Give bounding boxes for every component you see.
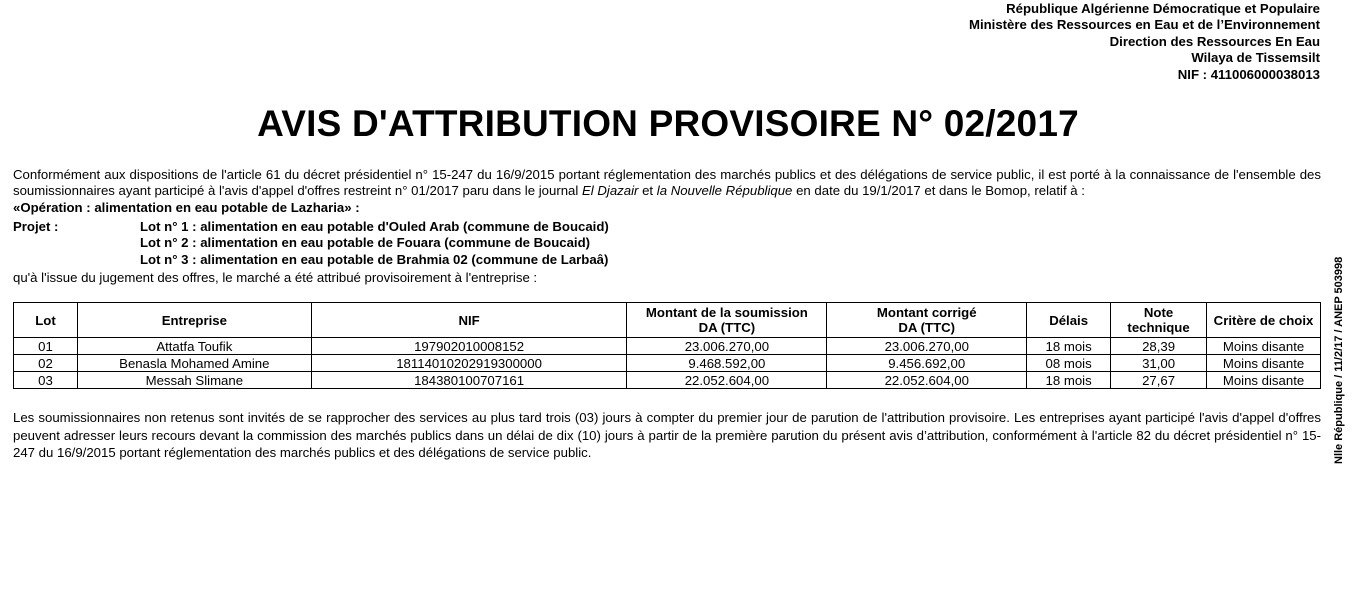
journal-name-2: la Nouvelle République <box>656 183 793 199</box>
projet-label-spacer <box>13 252 140 268</box>
col-header-note-line1: Note <box>1143 305 1174 320</box>
conclusion-text: qu'à l'issue du jugement des offres, le marché a été attribué provisoirement à l'entreprise : <box>13 270 538 285</box>
publication-reference: Nlle République / 11/2/17 / ANEP 503998 <box>1333 256 1345 464</box>
table-row <box>14 372 1321 389</box>
header-line-wilaya: Wilaya de Tissemsilt <box>1191 50 1320 66</box>
cell-entreprise: Benasla Mohamed Amine <box>77 355 311 372</box>
cell-montant: 23.006.270,00 <box>627 338 827 355</box>
intro-text-3: en date du 19/1/2017 et dans le Bomop, relatif à : <box>792 183 1085 199</box>
col-header-note <box>1111 303 1207 338</box>
table-row <box>14 338 1321 355</box>
cell-lot: 03 <box>14 372 78 389</box>
table-row <box>14 355 1321 372</box>
col-header-montant-line1: Montant de la soumission <box>645 305 808 320</box>
cell-corrige: 23.006.270,00 <box>827 338 1027 355</box>
cell-nif: 18114010202919300000 <box>311 355 627 372</box>
table-header-row <box>14 303 1321 338</box>
cell-corrige: 9.456.692,00 <box>827 355 1027 372</box>
intro-text-1: Conformément aux dispositions de l'article 61 du décret présidentiel n° 15-247 du 16/9/2015 portant réglementation des marchés publics et des délégations de service public, il est porté à la connaissance de l'ensemble des soumissionnaires ayant participé à l'avis d'appel d'offres restreint n° 01/2017 paru dans le journal <box>13 167 1321 199</box>
header-line-ministry: Ministère des Ressources en Eau et de l’Environnement <box>968 17 1320 33</box>
cell-critere: Moins disante <box>1207 338 1321 355</box>
journal-name-1: El Djazair <box>582 183 639 199</box>
lot-description: Lot n° 3 : alimentation en eau potable de Brahmia 02 (commune de Larbaâ) <box>140 251 609 267</box>
cell-note: 28,39 <box>1111 338 1207 355</box>
cell-delais: 18 mois <box>1027 338 1111 355</box>
header-line-nif: NIF : 411006000038013 <box>1177 66 1320 82</box>
projet-block <box>13 219 913 268</box>
lot-description: Lot n° 1 : alimentation en eau potable d'Ouled Arab (commune de Boucaid) <box>140 219 609 234</box>
intro-paragraph <box>13 167 1321 216</box>
col-header-montant-line2: DA (TTC) <box>698 320 756 335</box>
cell-nif: 197902010008152 <box>311 338 627 355</box>
col-header-note-line2: technique <box>1127 320 1190 335</box>
cell-note: 31,00 <box>1111 355 1207 372</box>
cell-entreprise: Messah Slimane <box>77 372 311 389</box>
header-line-direction: Direction des Ressources En Eau <box>1109 33 1320 49</box>
col-header-nif: NIF <box>311 303 627 338</box>
cell-note: 27,67 <box>1111 372 1207 389</box>
col-header-delais: Délais <box>1027 303 1111 338</box>
cell-delais: 18 mois <box>1027 372 1111 389</box>
col-header-entreprise: Entreprise <box>77 303 311 338</box>
cell-lot: 02 <box>14 355 78 372</box>
projet-lot-1 <box>13 219 913 235</box>
lot-description: Lot n° 2 : alimentation en eau potable de Fouara (commune de Boucaid) <box>140 235 591 251</box>
projet-label-spacer <box>13 235 140 251</box>
issuer-header <box>969 1 1320 83</box>
footer-paragraph: Les soumissionnaires non retenus sont invités de se rapprocher des services au plus tard trois (03) jours à compter du premier jour de parution de l'attribution provisoire. Les entreprises ayant participé l'avis d'appel d'offres peuvent adresser leurs recours devant la commission des marchés publics dans un délai de dix (10) jours à partir de la première parution du présent avis d’attribution, conformément à l'article 82 du décret présidentiel n° 15-247 du 16/9/2015 portant réglementation des marchés publics et des délégations de service public. <box>13 410 1321 460</box>
attribution-table <box>13 302 1321 389</box>
col-header-corrige-line1: Montant corrigé <box>876 305 977 320</box>
cell-nif: 184380100707161 <box>311 372 627 389</box>
cell-entreprise: Attatfa Toufik <box>77 338 311 355</box>
col-header-corrige <box>827 303 1027 338</box>
cell-critere: Moins disante <box>1207 372 1321 389</box>
cell-montant: 22.052.604,00 <box>627 372 827 389</box>
cell-critere: Moins disante <box>1207 355 1321 372</box>
notice-title: AVIS D'ATTRIBUTION PROVISOIRE N° 02/2017 <box>257 103 1079 144</box>
col-header-corrige-line2: DA (TTC) <box>898 320 956 335</box>
operation-title: «Opération : alimentation en eau potable de Lazharia» : <box>13 199 360 215</box>
cell-corrige: 22.052.604,00 <box>827 372 1027 389</box>
cell-montant: 9.468.592,00 <box>627 355 827 372</box>
projet-lot-3 <box>13 252 913 268</box>
projet-lot-2 <box>13 235 913 251</box>
intro-text-2: et <box>638 183 657 199</box>
cell-delais: 08 mois <box>1027 355 1111 372</box>
cell-lot: 01 <box>14 338 78 355</box>
col-header-montant <box>627 303 827 338</box>
col-header-lot: Lot <box>14 303 78 338</box>
projet-label: Projet : <box>13 219 59 234</box>
header-line-republic: République Algérienne Démocratique et Populaire <box>1006 1 1320 16</box>
col-header-critere: Critère de choix <box>1207 303 1321 338</box>
